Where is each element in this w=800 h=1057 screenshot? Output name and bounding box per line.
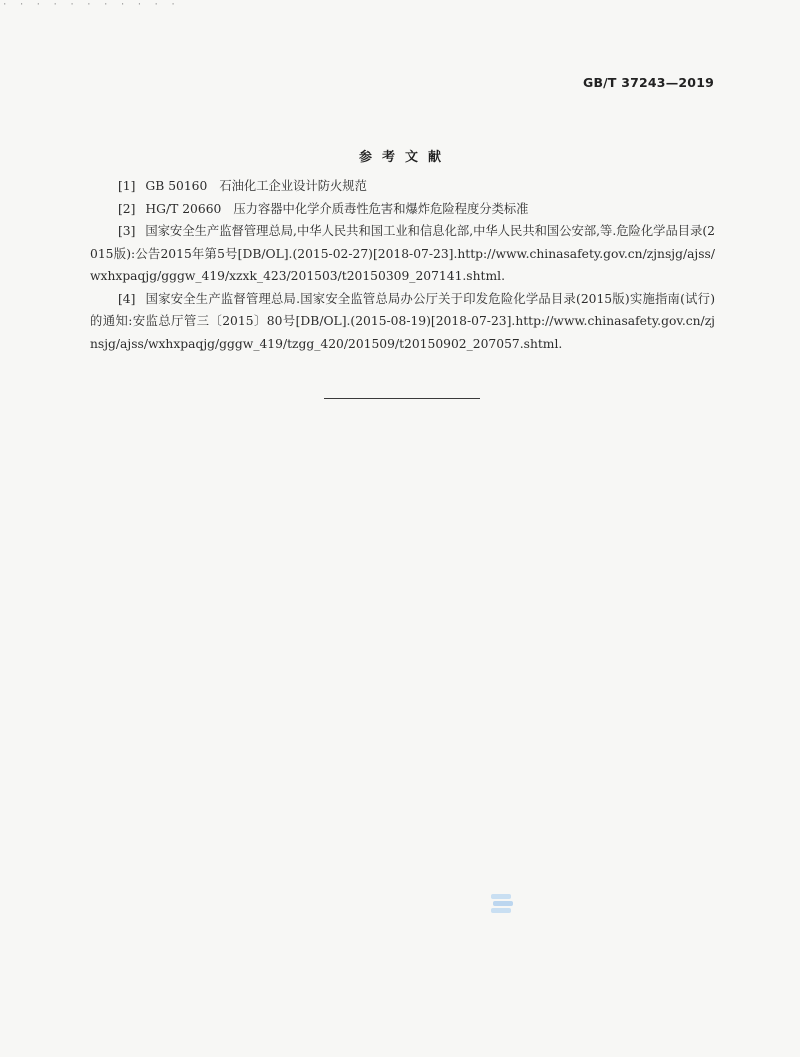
reference-number: [2] xyxy=(118,201,136,216)
reference-item xyxy=(90,220,715,288)
reference-code: GB 50160 xyxy=(145,179,208,193)
end-rule-divider xyxy=(324,398,480,399)
reference-code: HG/T 20660 xyxy=(145,201,222,216)
logo-mark-icon xyxy=(490,893,514,914)
reference-number: [3] xyxy=(118,224,136,238)
reference-item xyxy=(90,288,715,356)
top-edge-marks: · · · · · · · · · · · xyxy=(2,0,179,10)
reference-text: 石油化工企业设计防火规范 xyxy=(219,179,367,193)
reference-item xyxy=(90,175,715,198)
reference-list xyxy=(90,175,715,355)
standard-code: GB/T 37243—2019 xyxy=(582,75,714,90)
reference-text: 国家安全生产监督管理总局.国家安全监管总局办公厅关于印发危险化学品目录(2015版)实施指南(试行)的通知:安监总厅管三〔2015〕80号[DB/OL].(2015-08-19)[2018-07-23].http://www.chinasafety.gov.cn/zjnsjg/ajss/wxhxpaqjg/gggw_419/tzgg_420/201509/t20150902_207057.shtml. xyxy=(90,291,715,351)
reference-item xyxy=(90,198,715,221)
reference-text: 国家安全生产监督管理总局,中华人民共和国工业和信息化部,中华人民共和国公安部,等.危险化学品目录(2015版):公告2015年第5号[DB/OL].(2015-02-27)[2018-07-23].http://www.chinasafety.gov.cn/zjnsjg/ajss/wxhxpaqjg/gggw_419/xzxk_423/201503/t20150309_207141.shtml. xyxy=(90,224,715,283)
section-title: 参考文献 xyxy=(358,150,451,165)
reference-text: 压力容器中化学介质毒性危害和爆炸危险程度分类标准 xyxy=(233,201,529,216)
reference-number: [4] xyxy=(118,291,136,306)
reference-number: [1] xyxy=(118,179,136,193)
